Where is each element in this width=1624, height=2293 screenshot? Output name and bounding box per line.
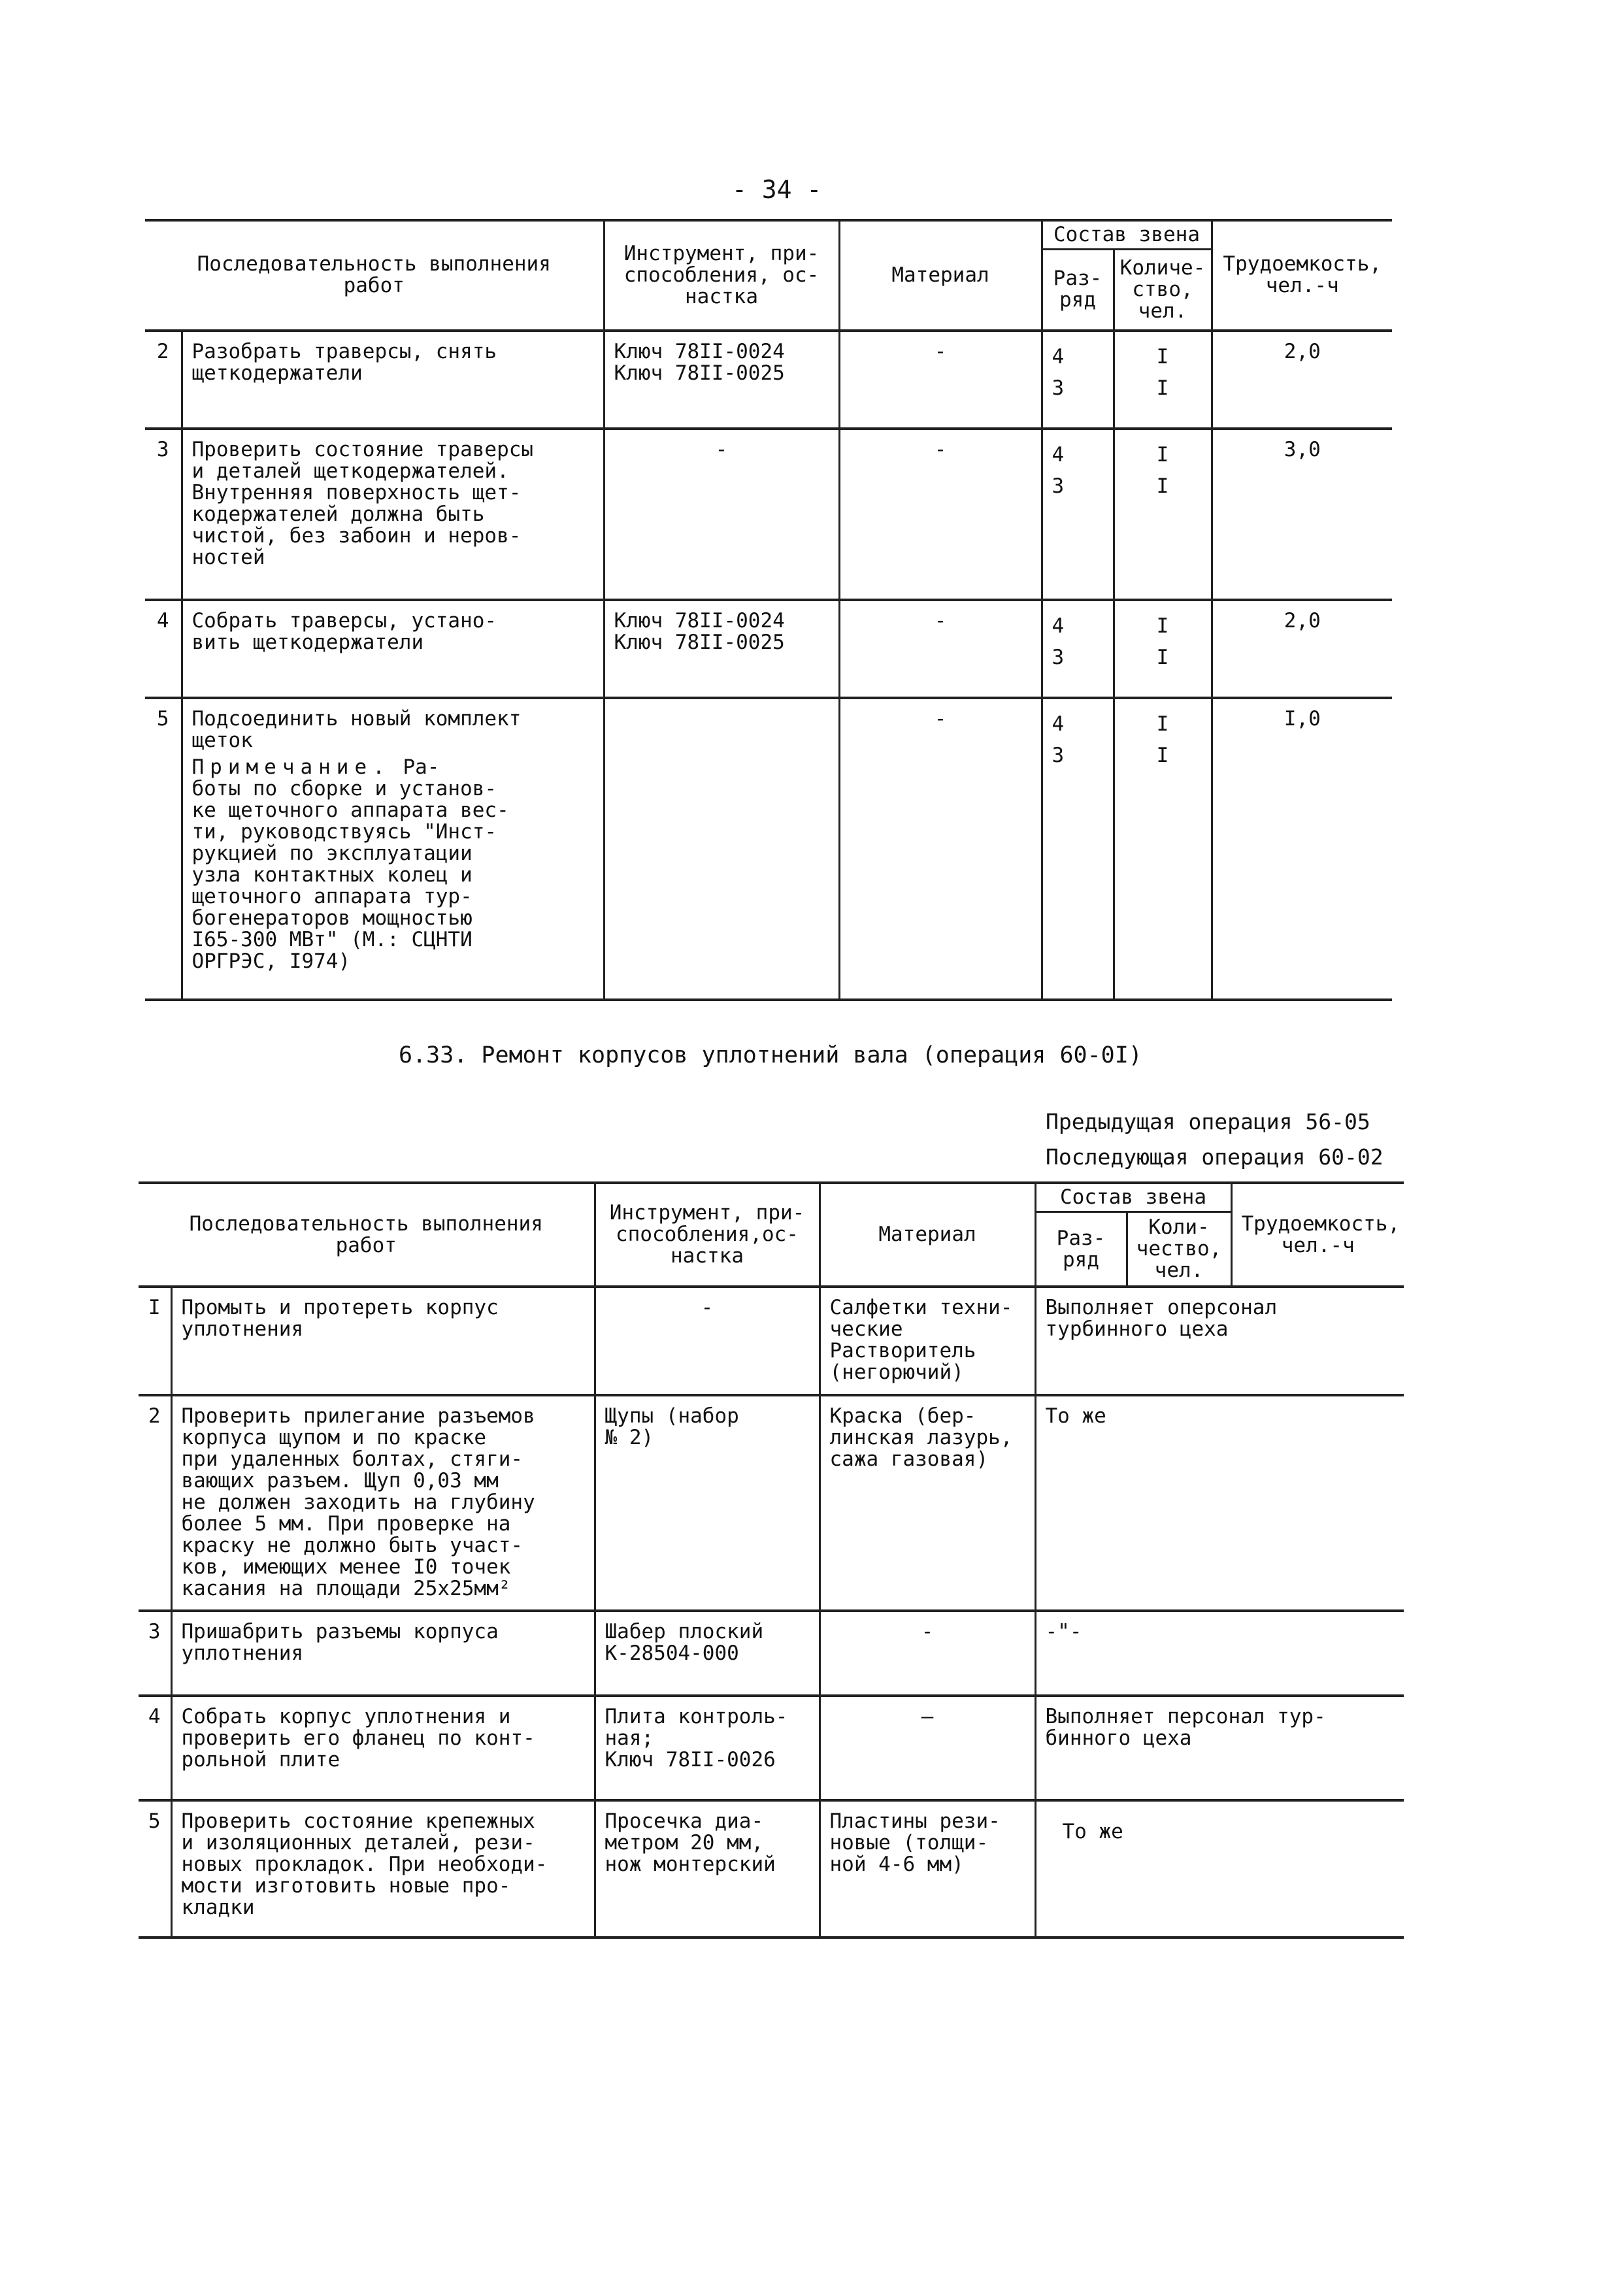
tools-cell: Просечка диа- метром 20 мм, нож монтерский xyxy=(595,1800,820,1938)
tools-cell: Шабер плоский К-28504-000 xyxy=(595,1611,820,1696)
header-labor: Трудоемкость, чел.-ч xyxy=(1212,220,1392,331)
table-row xyxy=(145,600,1392,698)
header-count: Коли- чество, чел. xyxy=(1127,1212,1231,1287)
row-number: 2 xyxy=(145,331,182,429)
crew-performer: То же xyxy=(1035,1395,1404,1611)
work-description: Проверить состояние траверсы и деталей щеткодержателей. Внутренняя поверхность щет- кодержателей должна быть чистой, без забоин и неров- ностей xyxy=(182,429,604,600)
note-label: Примечание. xyxy=(191,755,391,779)
count-cell: I I xyxy=(1114,698,1212,1000)
material-cell: Краска (бер- линская лазурь, сажа газовая) xyxy=(820,1395,1035,1611)
labor-cell: 3,0 xyxy=(1212,429,1392,600)
note: Примечание. Ра- боты по сборке и установ- ке щеточного аппарата вес- ти, руководствуясь "Инст- рукцией по эксплуатации узла контактных колец и щеточного аппарата тур- богенераторов мощностью I65-300 МВт" (М.: СЦНТИ ОРГРЭС, I974) xyxy=(191,755,509,973)
next-operation: Последующая операция 60-02 xyxy=(1046,1144,1384,1170)
table-row xyxy=(145,429,1392,600)
row-number: 3 xyxy=(139,1611,171,1696)
header-sequence: Последовательность выполнения работ xyxy=(189,1212,543,1257)
row-number: 4 xyxy=(145,600,182,698)
header-count: Количе- ство, чел. xyxy=(1114,250,1212,331)
tools-cell xyxy=(604,698,839,1000)
header-material: Материал xyxy=(820,1183,1035,1287)
work-description: Собрать траверсы, устано- вить щеткодержатели xyxy=(182,600,604,698)
work-description: Разобрать траверсы, снять щеткодержатели xyxy=(182,331,604,429)
table-row xyxy=(139,1800,1404,1938)
header-sequence: Последовательность выполнения работ xyxy=(197,252,551,298)
labor-cell: 2,0 xyxy=(1212,600,1392,698)
header-crew: Состав звена xyxy=(1042,220,1212,250)
tools-cell: Ключ 78II-0024 Ключ 78II-0025 xyxy=(604,600,839,698)
tools-cell: - xyxy=(604,429,839,600)
work-description: Подсоединить новый комплект щеток Примечание. Ра- боты по сборке и установ- ке щеточного аппарата вес- ти, руководствуясь "Инст- рукцией по эксплуатации узла контактных колец и щеточного аппарата тур- богенераторов мощностью I65-300 МВт" (М.: СЦНТИ ОРГРЭС, I974) xyxy=(182,698,604,1000)
row-number: 3 xyxy=(145,429,182,600)
material-cell: - xyxy=(839,331,1042,429)
table-header xyxy=(139,1183,1404,1212)
crew-performer: Выполняет персонал тур- бинного цеха xyxy=(1035,1696,1404,1800)
page-number: - 34 - xyxy=(732,175,822,204)
count-cell: I I xyxy=(1114,331,1212,429)
tools-cell: - xyxy=(595,1287,820,1395)
table-row xyxy=(139,1696,1404,1800)
crew-performer: Выполняет оперсонал турбинного цеха xyxy=(1035,1287,1404,1395)
section-title: 6.33. Ремонт корпусов уплотнений вала (операция 60-0I) xyxy=(399,1042,1142,1068)
labor-cell: 2,0 xyxy=(1212,331,1392,429)
rank-cell: 4 3 xyxy=(1042,429,1114,600)
header-labor: Трудоемкость, чел.-ч xyxy=(1231,1183,1404,1287)
rank-cell: 4 3 xyxy=(1042,698,1114,1000)
material-cell: - xyxy=(820,1611,1035,1696)
work-description: Проверить состояние крепежных и изоляционных деталей, рези- новых прокладок. При необходи- мости изготовить новые про- кладки xyxy=(171,1800,595,1938)
header-material: Материал xyxy=(839,220,1042,331)
material-cell: - xyxy=(839,429,1042,600)
operation-sequence xyxy=(1046,1104,1384,1175)
table-row xyxy=(145,698,1392,1000)
work-description: Собрать корпус уплотнения и проверить его фланец по конт- рольной плите xyxy=(171,1696,595,1800)
work-table-1 xyxy=(145,219,1392,1001)
table-row xyxy=(139,1611,1404,1696)
header-crew: Состав звена xyxy=(1035,1183,1231,1212)
count-cell: I I xyxy=(1114,429,1212,600)
material-cell: - xyxy=(839,698,1042,1000)
row-number: 5 xyxy=(145,698,182,1000)
table-row xyxy=(145,331,1392,429)
tools-cell: Ключ 78II-0024 Ключ 78II-0025 xyxy=(604,331,839,429)
header-tools: Инструмент, при- способления,ос- настка xyxy=(595,1183,820,1287)
material-cell: - xyxy=(839,600,1042,698)
row-number: 2 xyxy=(139,1395,171,1611)
table-row xyxy=(139,1395,1404,1611)
table-header xyxy=(145,220,1392,250)
previous-operation: Предыдущая операция 56-05 xyxy=(1046,1109,1370,1134)
header-tools: Инструмент, при- способления, ос- настка xyxy=(604,220,839,331)
crew-performer: То же xyxy=(1035,1800,1404,1938)
row-number: 4 xyxy=(139,1696,171,1800)
labor-cell: I,0 xyxy=(1212,698,1392,1000)
work-description: Промыть и протереть корпус уплотнения xyxy=(171,1287,595,1395)
work-description: Пришабрить разъемы корпуса уплотнения xyxy=(171,1611,595,1696)
row-number: I xyxy=(139,1287,171,1395)
header-rank: Раз- ряд xyxy=(1042,250,1114,331)
row-number: 5 xyxy=(139,1800,171,1938)
tools-cell: Плита контроль- ная; Ключ 78II-0026 xyxy=(595,1696,820,1800)
rank-cell: 4 3 xyxy=(1042,600,1114,698)
count-cell: I I xyxy=(1114,600,1212,698)
material-cell: Пластины рези- новые (толщи- ной 4-6 мм) xyxy=(820,1800,1035,1938)
rank-cell: 4 3 xyxy=(1042,331,1114,429)
table-row xyxy=(139,1287,1404,1395)
material-cell: — xyxy=(820,1696,1035,1800)
crew-performer: -"- xyxy=(1035,1611,1404,1696)
work-description: Проверить прилегание разъемов корпуса щупом и по краске при удаленных болтах, стяги- вающих разъем. Щуп 0,03 мм не должен заходить на глубину более 5 мм. При проверке на краску не должно быть участ- ков, имеющих менее I0 точек касания на площади 25х25мм² xyxy=(171,1395,595,1611)
material-cell: Салфетки техни- ческие Растворитель (негорючий) xyxy=(820,1287,1035,1395)
tools-cell: Щупы (набор № 2) xyxy=(595,1395,820,1611)
header-rank: Раз- ряд xyxy=(1035,1212,1127,1287)
work-table-2 xyxy=(139,1181,1404,1939)
